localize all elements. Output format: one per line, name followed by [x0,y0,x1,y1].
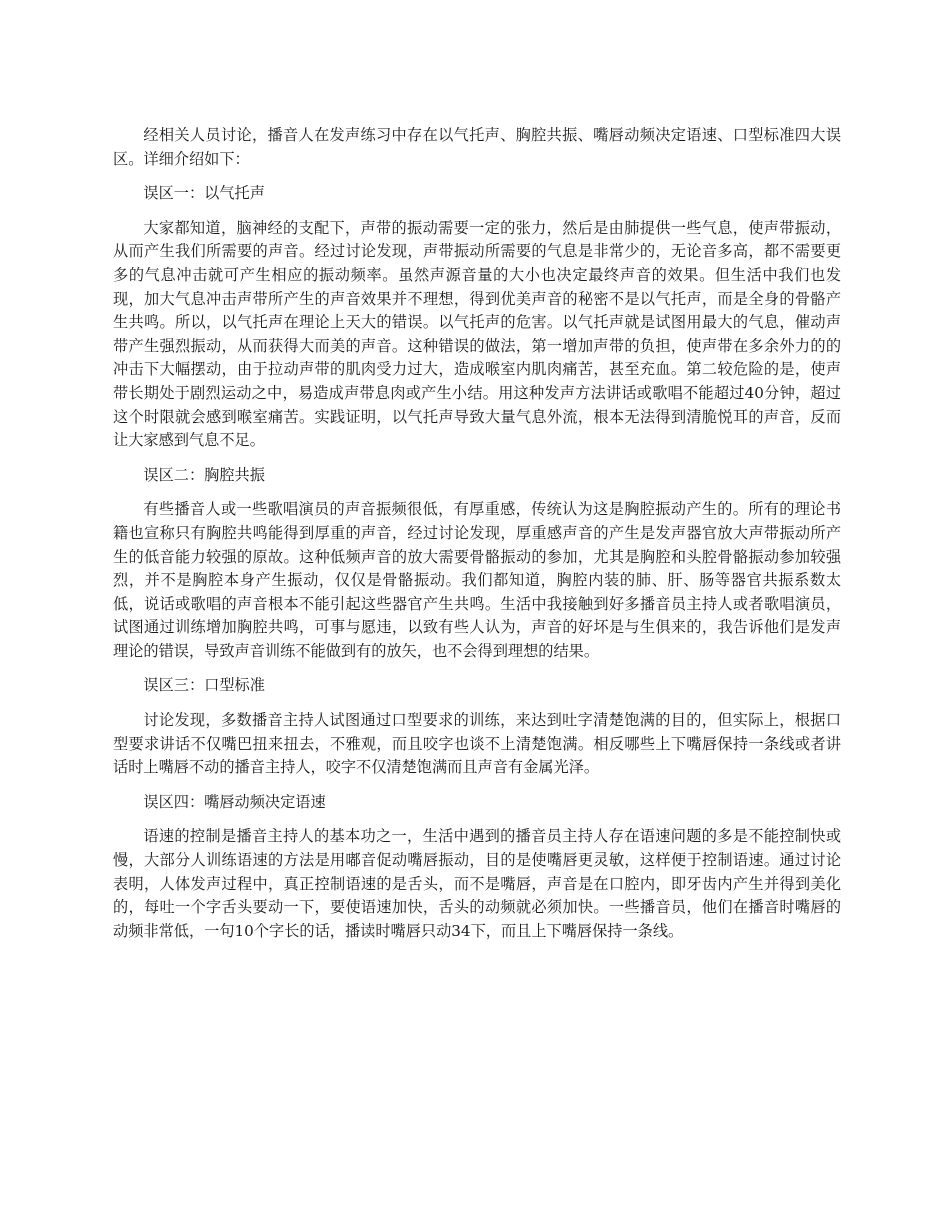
section-body-3: 讨论发现，多数播音主持人试图通过口型要求的训练，来达到吐字清楚饱满的目的，但实际上，根据口型要求讲话不仅嘴巴扭来扭去，不雅观，而且咬字也谈不上清楚饱满。相反哪些上下嘴唇保持一条线或者讲话时上嘴唇不动的播音主持人，咬字不仅清楚饱满而且声音有金属光泽。 [113,711,841,777]
section-heading-4: 误区四：嘴唇动频决定语速 [143,792,326,811]
section-heading-1: 误区一：以气托声 [143,184,265,203]
section-heading-2: 误区二：胸腔共振 [143,465,265,484]
intro-paragraph: 经相关人员讨论，播音人在发声练习中存在以气托声、胸腔共振、嘴唇动频决定语速、口型标准四大误区。详细介绍如下： [113,126,841,168]
document-page [113,124,841,954]
section-body-2: 有些播音人或一些歌唱演员的声音振频很低，有厚重感，传统认为这是胸腔振动产生的。所有的理论书籍也宣称只有胸腔共鸣能得到厚重的声音，经过讨论发现，厚重感声音的产生是发声器官放大声带振动所产生的低音能力较强的原故。这种低频声音的放大需要骨骼振动的参加，尤其是胸腔和头腔骨骼振动参加较强烈，并不是胸腔本身产生振动，仅仅是骨骼振动。我们都知道，胸腔内装的肺、肝、肠等器官共振系数太低，说话或歌唱的声音根本不能引起这些器官产生共鸣。生活中我接触到好多播音员主持人或者歌唱演员，试图通过训练增加胸腔共鸣，可事与愿违，以致有些人认为，声音的好坏是与生俱来的，我告诉他们是发声理论的错误，导致声音训练不能做到有的放矢，也不会得到理想的结果。 [113,500,841,660]
section-body-1: 大家都知道，脑神经的支配下，声带的振动需要一定的张力，然后是由肺提供一些气息，使声带振动，从而产生我们所需要的声音。经过讨论发现，声带振动所需要的气息是非常少的，无论音多高，都不需要更多的气息冲击就可产生相应的振动频率。虽然声源音量的大小也决定最终声音的效果。但生活中我们也发现，加大气息冲击声带所产生的声音效果并不理想，得到优美声音的秘密不是以气托声，而是全身的骨骼产生共鸣。所以，以气托声在理论上天大的错误。以气托声的危害。以气托声就是试图用最大的气息，催动声带产生强烈振动，从而获得大而美的声音。这种错误的做法，第一增加声带的负担，使声带在多余外力的的冲击下大幅摆动，由于拉动声带的肌肉受力过大，造成喉室内肌肉痛苦，甚至充血。第二较危险的是，使声带长期处于剧烈运动之中，易造成声带息肉或产生小结。用这种发声方法讲话或歌唱不能超过40分钟，超过这个时限就会感到喉室痛苦。实践证明，以气托声导致大量气息外流，根本无法得到清脆悦耳的声音，反而让大家感到气息不足。 [113,218,841,450]
section-heading-3: 误区三：口型标准 [143,676,265,695]
section-body-4: 语速的控制是播音主持人的基本功之一，生活中遇到的播音员主持人存在语速问题的多是不能控制快或慢，大部分人训练语速的方法是用嘟音促动嘴唇振动，目的是使嘴唇更灵敏，这样便于控制语速。通过讨论表明，人体发声过程中，真正控制语速的是舌头，而不是嘴唇，声音是在口腔内，即牙齿内产生并得到美化的，每吐一个字舌头要动一下，要使语速加快，舌头的动频就必须加快。一些播音员，他们在播音时嘴唇的动频非常低，一句10个字长的话，播读时嘴唇只动34下，而且上下嘴唇保持一条线。 [113,827,841,940]
